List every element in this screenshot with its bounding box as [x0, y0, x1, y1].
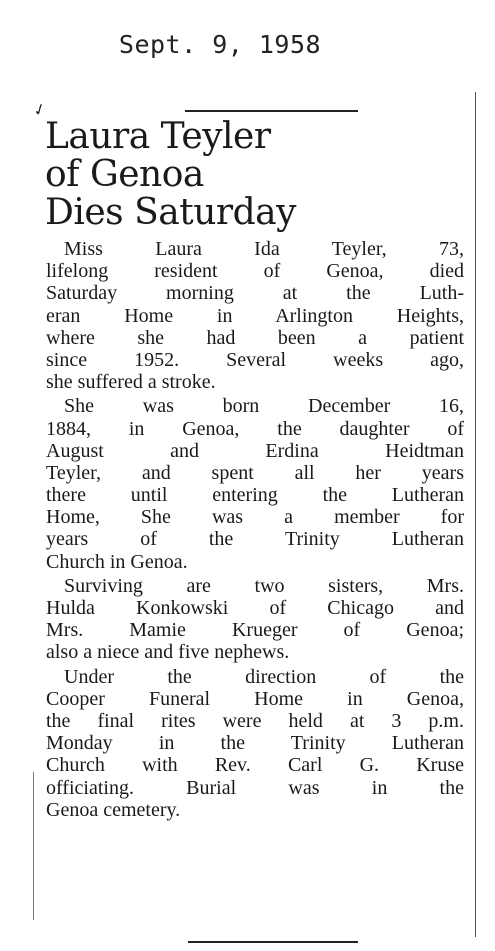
- article-body: [46, 238, 464, 821]
- article-line: lifelong resident of Genoa, died: [46, 260, 464, 283]
- article-paragraph: [46, 238, 464, 393]
- article-line: years of the Trinity Lutheran: [46, 528, 464, 551]
- column-rule-right: [475, 92, 476, 937]
- article-line: Hulda Konkowski of Chicago and: [46, 597, 464, 619]
- headline-line: of Genoa: [45, 154, 204, 195]
- article-line: She was born December 16,: [64, 395, 464, 418]
- article-line: 1884, in Genoa, the daughter of: [46, 417, 464, 440]
- article-line: August and Erdina Heidtman: [46, 439, 464, 462]
- clipping-date: Sept. 9, 1958: [118, 30, 322, 59]
- pen-check-mark: ✓: [30, 98, 50, 121]
- article-line: eran Home in Arlington Heights,: [46, 304, 464, 327]
- article-line: officiating. Burial was in the: [46, 776, 464, 799]
- article-line: Home, She was a member for: [46, 506, 464, 529]
- article-paragraph: [46, 666, 464, 821]
- article-line: where she had been a patient: [46, 326, 464, 349]
- column-rule-left: [33, 772, 34, 920]
- article-line: Under the direction of the: [64, 665, 464, 688]
- article-line: Mrs. Mamie Krueger of Genoa;: [46, 619, 464, 642]
- article-line: Surviving are two sisters, Mrs.: [64, 574, 464, 597]
- article-paragraph: [46, 575, 464, 664]
- article-line: Church with Rev. Carl G. Kruse: [46, 754, 464, 777]
- bottom-divider-rule: [188, 941, 358, 943]
- article-paragraph: [46, 395, 464, 573]
- article-line: Cooper Funeral Home in Genoa,: [46, 687, 464, 710]
- article-line: Teyler, and spent all her years: [46, 461, 464, 484]
- article-line: since 1952. Several weeks ago,: [46, 348, 464, 371]
- headline-line: Laura Teyler: [45, 116, 271, 157]
- article-headline: [45, 118, 465, 232]
- article-line: Miss Laura Ida Teyler, 73,: [64, 238, 464, 260]
- article-line: Monday in the Trinity Lutheran: [46, 732, 464, 755]
- top-divider-rule: [185, 110, 358, 112]
- article-line: Saturday morning at the Luth-: [46, 282, 464, 305]
- headline-line: Dies Saturday: [45, 192, 296, 233]
- article-line: she suffered a stroke.: [46, 371, 216, 394]
- article-line: Church in Genoa.: [46, 550, 188, 573]
- article-line: Genoa cemetery.: [46, 798, 181, 821]
- article-line: also a niece and five nephews.: [46, 641, 290, 664]
- article-line: there until entering the Lutheran: [46, 484, 464, 507]
- article-line: the final rites were held at 3 p.m.: [46, 709, 464, 732]
